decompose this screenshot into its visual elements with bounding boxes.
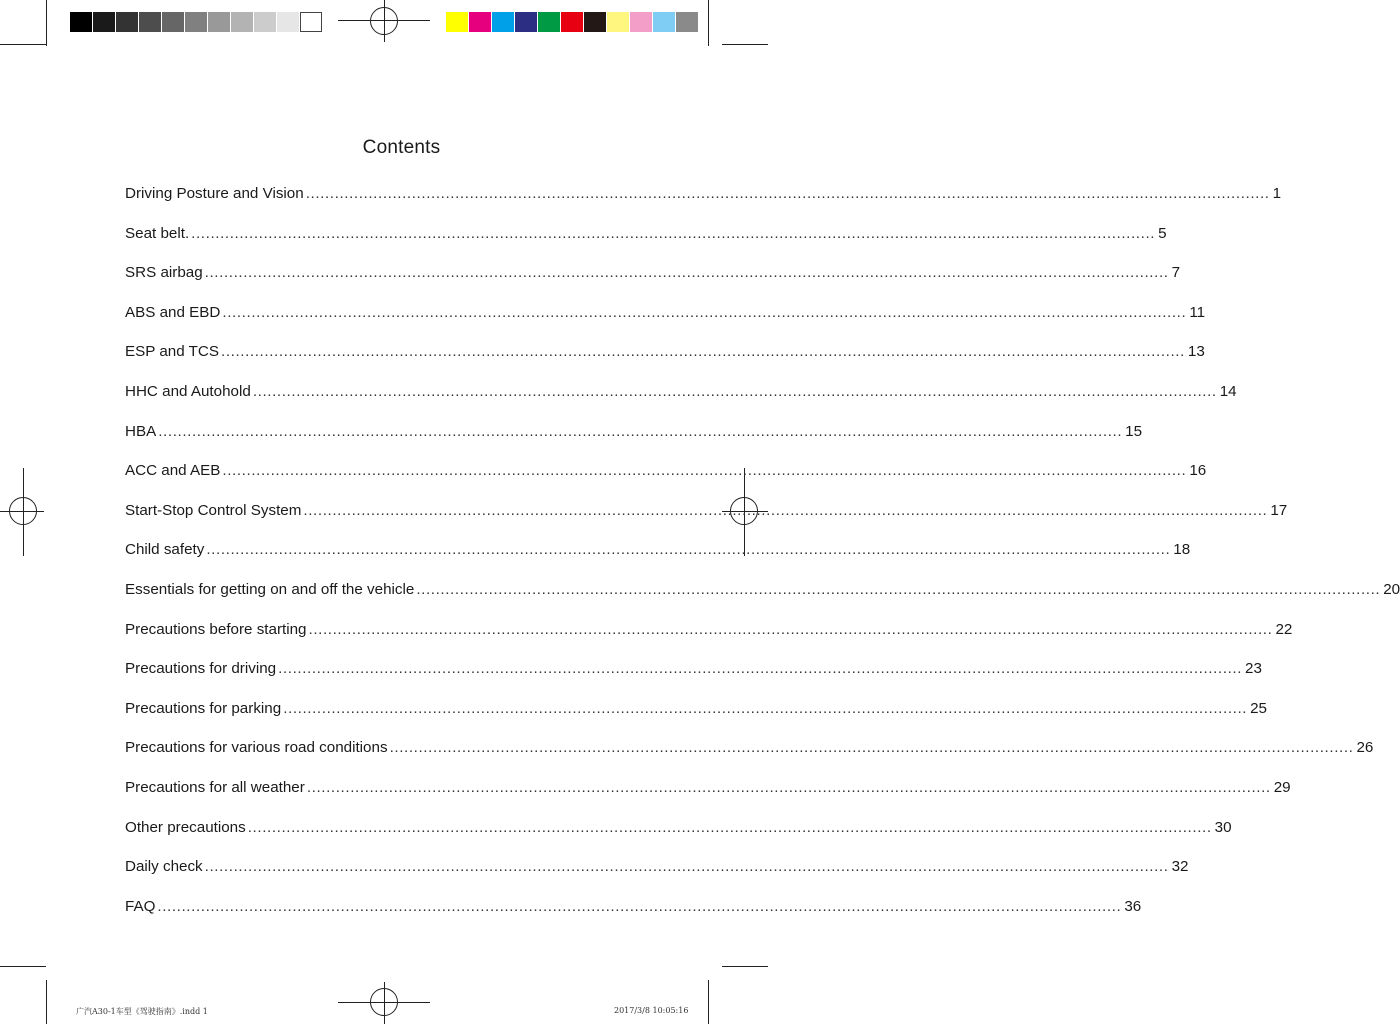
toc-entry-page-number: 23 xyxy=(1245,660,1262,678)
toc-entry xyxy=(125,858,1189,898)
toc-entry xyxy=(125,897,1142,938)
gray-swatch xyxy=(254,12,276,32)
toc-entry-page-number: 29 xyxy=(1273,778,1291,796)
color-swatch xyxy=(538,12,560,32)
color-swatch xyxy=(469,12,491,32)
toc-entry xyxy=(125,462,1207,502)
gray-swatch xyxy=(231,12,253,32)
gray-swatch xyxy=(70,12,92,32)
toc-leader-dots: ........................................................................................................................................................................................................ xyxy=(221,343,1185,361)
toc-entry-label: ACC and AEB xyxy=(125,462,221,480)
footer-timestamp: 2017/3/8 10:05:16 xyxy=(614,1006,689,1015)
color-swatch xyxy=(676,12,698,32)
toc-entry-label: Seat belt. xyxy=(125,224,190,242)
toc-entry-label: Other precautions xyxy=(125,818,246,836)
toc-leader-dots: ........................................................................................................................................................................................................ xyxy=(416,580,1381,598)
toc-leader-dots: ........................................................................................................................................................................................................ xyxy=(252,382,1217,400)
toc-leader-dots: ........................................................................................................................................................................................................ xyxy=(191,224,1156,242)
toc-entry-label: HHC and Autohold xyxy=(125,382,251,400)
toc-entry-label: Essentials for getting on and off the vehicle xyxy=(125,580,415,598)
toc-leader-dots: ........................................................................................................................................................................................................ xyxy=(305,185,1270,202)
toc-leader-dots: ........................................................................................................................................................................................................ xyxy=(158,422,1123,440)
toc-entry xyxy=(125,422,1143,463)
toc-entry xyxy=(125,264,1181,304)
toc-entry xyxy=(125,303,1206,344)
toc-leader-dots: ........................................................................................................................................................................................................ xyxy=(306,778,1271,796)
footer-filename: 广汽A30-1车型《驾驶指南》.indd 1 xyxy=(76,1007,208,1016)
page-title: Contents xyxy=(362,137,441,158)
toc-entry xyxy=(125,501,1288,542)
gray-swatch xyxy=(139,12,161,32)
color-swatch xyxy=(446,12,468,32)
toc-entry xyxy=(125,818,1232,859)
toc-entry-page-number: 14 xyxy=(1219,382,1237,400)
toc-entry-page-number: 36 xyxy=(1124,897,1142,915)
toc-entry xyxy=(125,660,1262,700)
gray-swatch xyxy=(208,12,230,32)
toc-leader-dots: ........................................................................................................................................................................................................ xyxy=(204,264,1169,282)
toc-entry xyxy=(125,224,1167,265)
toc-entry-label: HBA xyxy=(125,422,157,440)
color-swatch xyxy=(561,12,583,32)
toc-entry xyxy=(125,778,1291,819)
toc-leader-dots: ........................................................................................................................................................................................................ xyxy=(206,541,1171,559)
gray-swatch xyxy=(162,12,184,32)
gray-swatch xyxy=(93,12,115,32)
toc-entry-label: SRS airbag xyxy=(125,264,203,282)
toc-entry-page-number: 26 xyxy=(1356,739,1374,757)
toc-entry xyxy=(125,382,1237,423)
toc-entry-page-number: 1 xyxy=(1272,185,1282,202)
toc-leader-dots: ........................................................................................................................................................................................................ xyxy=(157,897,1122,915)
color-swatch xyxy=(630,12,652,32)
toc-entry-label: Start-Stop Control System xyxy=(125,501,302,519)
color-swatch xyxy=(492,12,514,32)
toc-leader-dots: ........................................................................................................................................................................................................ xyxy=(204,858,1169,876)
toc-entry-label: Precautions before starting xyxy=(125,620,307,638)
toc-entry-label: ABS and EBD xyxy=(125,303,221,321)
gray-swatch xyxy=(277,12,299,32)
toc-entry-label: Precautions for various road conditions xyxy=(125,739,388,757)
toc-leader-dots: ........................................................................................................................................................................................................ xyxy=(222,462,1187,480)
toc-entry-page-number: 15 xyxy=(1125,422,1143,440)
toc-entry xyxy=(125,541,1191,581)
toc-entry xyxy=(125,185,1282,225)
toc-leader-dots: ........................................................................................................................................................................................................ xyxy=(222,303,1187,321)
toc-entry-page-number: 22 xyxy=(1275,620,1293,638)
color-swatch xyxy=(653,12,675,32)
color-swatch xyxy=(607,12,629,32)
toc-entry xyxy=(125,343,1205,383)
toc-entry-page-number: 16 xyxy=(1189,462,1207,480)
toc-entry-page-number: 20 xyxy=(1383,580,1400,598)
toc-entry xyxy=(125,739,1374,779)
toc-entry-label: Precautions for driving xyxy=(125,660,277,678)
toc-leader-dots: ........................................................................................................................................................................................................ xyxy=(283,699,1248,717)
toc-entry-page-number: 11 xyxy=(1189,303,1206,321)
gray-swatch xyxy=(300,12,322,32)
toc-entry-label: Precautions for all weather xyxy=(125,778,305,796)
toc-leader-dots: ........................................................................................................................................................................................................ xyxy=(247,818,1212,836)
toc-entry-page-number: 7 xyxy=(1171,264,1181,282)
toc-entry-page-number: 25 xyxy=(1250,699,1268,717)
gray-swatch xyxy=(185,12,207,32)
toc-entry-label: Daily check xyxy=(125,858,203,876)
toc-entry xyxy=(125,620,1293,661)
toc-leader-dots: ........................................................................................................................................................................................................ xyxy=(389,739,1354,757)
color-swatch xyxy=(584,12,606,32)
toc-entry-page-number: 32 xyxy=(1171,858,1189,876)
toc-entry-label: FAQ xyxy=(125,897,156,915)
table-of-contents xyxy=(125,185,1400,937)
toc-leader-dots: ........................................................................................................................................................................................................ xyxy=(303,501,1268,519)
toc-entry-page-number: 18 xyxy=(1173,541,1191,559)
gray-swatch xyxy=(116,12,138,32)
toc-entry-page-number: 5 xyxy=(1158,224,1167,242)
toc-entry-label: ESP and TCS xyxy=(125,343,219,361)
toc-leader-dots: ........................................................................................................................................................................................................ xyxy=(308,620,1273,638)
toc-entry-page-number: 30 xyxy=(1214,818,1232,836)
toc-entry-label: Precautions for parking xyxy=(125,699,282,717)
toc-entry xyxy=(125,580,1400,621)
color-swatch xyxy=(515,12,537,32)
toc-entry-label: Driving Posture and Vision xyxy=(125,185,304,202)
toc-entry xyxy=(125,699,1268,740)
toc-entry-page-number: 13 xyxy=(1187,343,1205,361)
toc-leader-dots: ........................................................................................................................................................................................................ xyxy=(278,660,1243,678)
toc-entry-page-number: 17 xyxy=(1270,501,1288,519)
toc-entry-label: Child safety xyxy=(125,541,205,559)
